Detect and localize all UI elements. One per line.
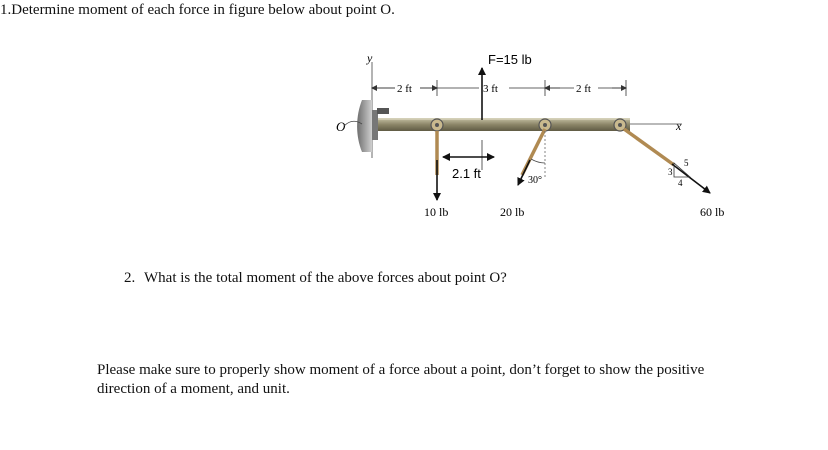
slope-3-label: 3 bbox=[668, 167, 673, 177]
bracket-top bbox=[377, 108, 389, 114]
question-2-number: 2. bbox=[124, 270, 136, 286]
wall-support bbox=[357, 100, 372, 152]
question-2-text: What is the total moment of the above forces about point O? bbox=[144, 270, 507, 286]
beam bbox=[378, 118, 630, 131]
offset-dimension-label: 2.1 ft bbox=[452, 166, 481, 181]
slope-4-label: 4 bbox=[678, 178, 683, 188]
force-10lb-label: 10 lb bbox=[424, 205, 449, 219]
force-20lb-label: 20 lb bbox=[500, 205, 525, 219]
point-o-label: O bbox=[336, 119, 346, 134]
support-bracket bbox=[372, 110, 378, 140]
force-f-label: F=15 lb bbox=[488, 52, 532, 67]
question-1-number: 1. bbox=[0, 2, 12, 18]
force-60lb-label: 60 lb bbox=[700, 205, 725, 219]
dimension-middle: 3 ft bbox=[483, 83, 498, 95]
dimension-left: 2 ft bbox=[397, 83, 412, 95]
question-2 bbox=[124, 268, 507, 288]
slope-5-label: 5 bbox=[684, 158, 689, 168]
instruction-note: Please make sure to properly show moment of a force about a point, don’t forget to show the positive direction of a moment, and unit. bbox=[97, 362, 705, 397]
angle-label: 30° bbox=[528, 175, 542, 186]
question-1-text: Determine moment of each force in figure below about point O. bbox=[11, 2, 395, 18]
rope-60lb bbox=[624, 129, 674, 165]
y-axis-label: y bbox=[367, 51, 373, 65]
dimension-right: 2 ft bbox=[576, 83, 591, 95]
angle-arc bbox=[531, 159, 545, 163]
x-axis-label: x bbox=[676, 119, 682, 133]
